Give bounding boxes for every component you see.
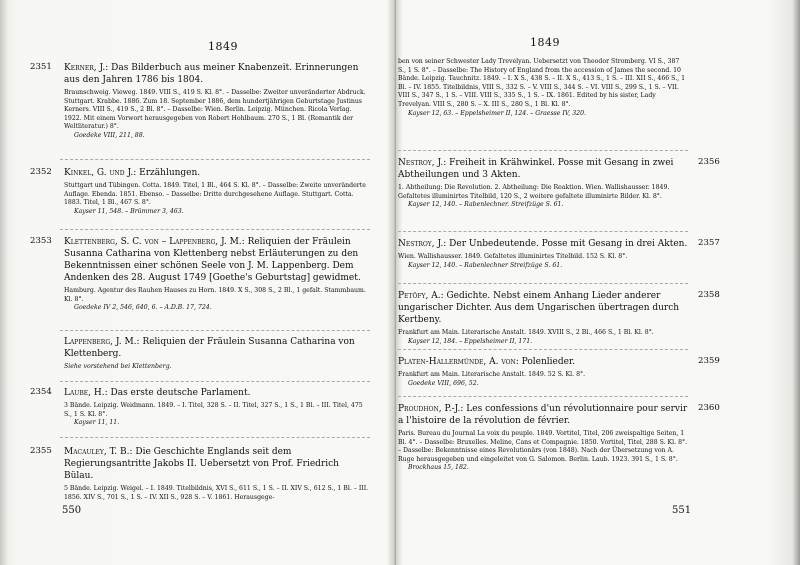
entry-heading [398,403,690,427]
entry-number: 2352 [30,167,52,177]
entry-publication: Wien. Wallishausser. 1849. Gefaltetes illuminirtes Titelbild. 152 S. Kl. 8°. [398,253,628,260]
entry-publication: Frankfurt am Main. Literarische Anstalt. 1849. 52 S. Kl. 8°. [398,371,586,378]
entry-divider [60,159,370,160]
entry-heading [64,236,370,284]
entry-author: Kerner, J.: [64,63,109,73]
entry-title: Reliquien der Fräulein Susanna Catharina von Klettenberg. [64,337,355,359]
entry-title: Das Bilderbuch aus meiner Knabenzeit. Erinnerungen aus den Jahren 1786 bis 1804. [64,63,359,85]
entry-author: Proudhon, P.-J.: [398,404,464,414]
entry-heading [64,387,370,399]
entry-title: Reliquien der Fräulein Susanna Catharina von Klettenberg nebst Erläuterungen zu den Bekenntnissen einer schönen Seele von J. M. Lappenberg. Dem Andenken des 28. August 1749 [Goethe's Geburtstag] gewidmet. [64,237,361,283]
entry-title: Polenlieder. [521,357,576,367]
entry-publication: Braunschweig. Vieweg. 1849. VIII S., 419 S. Kl. 8°. – Dasselbe: Zweiter unveränderter Abdruck. Stuttgart. Krabbe. 1886. Zum 18. September 1886, dem hundertjährigen Geburtstage Justinus Kerners. VIII S., 419 S., 2 Bl. 8°. – Dasselbe: Wien. Berlin. Leipzig. München. Ricola Verlag. 1922. Mit einem Vorwort herausgegeben von Robert Hohlbaum. 270 S., 1 Bl. (Romantik der Weltliteratur.) 8°. [64,89,366,131]
right-page-number: 551 [672,505,692,516]
bibliography-entry [30,236,370,313]
entry-reference: Siehe vorstehend bei Klettenberg. [64,363,172,370]
entry-publication: Frankfurt am Main. Literarische Anstalt. 1849. XVIII S., 2 Bl., 466 S., 1 Bl. Kl. 8°. [398,329,654,336]
entry-title: Die Geschichte Englands seit dem Regierungsantritte Jakobs II. Uebersetzt von Prof. Friedrich Bülau. [64,447,339,481]
entry-publication: Stuttgart und Tübingen. Cotta. 1849. Titel, 1 Bl., 464 S. Kl. 8°. – Dasselbe: Zweite unveränderte Auflage. Ebenda. 1851. Ebenso. – Dasselbe: Dritte durchgesehene Auflage. Stuttgart. Cotta. 1883. Titel, 1 Bl., 467 S. 8°. [64,182,366,207]
entry-number: 2355 [30,446,52,456]
entry-heading [398,290,690,326]
entry-publication: ben von seiner Schwester Lady Trevelyan. Uebersetzt von Theodor Stromberg. VI S., 387 S., 1 S. 8°. – Dasselbe: The History of England from the accession of James the second. 10 Bände. Leipzig. Tauchnitz. 1849. – I. X S., 438 S. – II. X S., 413 S., 1 S. – III. XII S., 466 S., 1 Bl. – IV. 1855. Titelbildnis, VIII S., 332 S. – V. VIII S., 344 S. – VI. VIII S., 299 S., 1 S. – VII. VIII S., 347 S., 1 S. – VIII. VIII S., 335 S., 1 S. – IX. 1861. Edited by his sister, Lady Trevelyan. VIII S., 280 S. – X. III S., 280 S., 1 Bl. Kl. 8°. [398,58,686,108]
left-page-year: 1849 [208,40,238,53]
entry-title: Das erste deutsche Parlament. [110,388,251,398]
entry-reference: Goedeke VIII, 211, 88. [74,131,145,139]
entry-author: Macauley, T. B.: [64,447,133,457]
entry-number: 2354 [30,387,52,397]
entry-reference: Goedeke VIII, 696, 52. [408,379,479,387]
entry-reference: Kayser 12, 63. – Eppelsheimer II, 124. – Graesse IV, 320. [408,109,586,117]
entry-author: Petöfy, A.: [398,291,444,301]
entry-publication: Hamburg. Agentur des Rauhen Hauses zu Horn. 1849. X S., 308 S., 2 Bl., 1 gefalt. Stammbaum. Kl. 8°. [64,287,366,303]
bibliography-entry [30,167,370,216]
entry-divider [398,231,688,232]
entry-divider [60,330,370,331]
entry-title: Der Unbedeutende. Posse mit Gesang in drei Akten. [449,239,688,249]
right-page-edge [792,0,800,565]
entry-author: Klettenberg, S. C. von – Lappenberg, J. M.: [64,237,245,247]
entry-reference: Goedeke IV 2, 546, 640, 6. – A.D.B. 17, 724. [74,304,212,312]
left-page-number: 550 [62,505,82,516]
entry-publication: 1. Abtheilung: Die Revolution. 2. Abtheilung: Die Reaktion. Wien. Wallishausser. 1849. Gefaltetes illuminirtes Titelbild, 120 S., 2 weitere gefaltete illuminirte Bilder. Kl. 8°. [398,184,670,200]
entry-title: Erzählungen. [139,168,201,178]
entry-heading [64,62,370,86]
entry-divider [398,150,688,151]
entry-number: 2358 [698,290,720,300]
entry-reference: Kayser 12, 184. – Eppelsheimer II, 171. [408,337,533,345]
entry-author: Platen-Hallermünde, A. von: [398,357,519,367]
entry-author: Laube, H.: [64,388,108,398]
entry-author: Nestroy, J.: [398,239,447,249]
entry-author: Kinkel, G. und J.: [64,168,137,178]
entry-publication: Paris. Bureau du Journal La voix du peuple. 1849. Vortitel, Titel, 206 zweispaltige Seiten, 1 Bl. 4°. – Dasselbe: Bruxelles. Meline, Cans et Compagnie. 1850. Vortitel, Titel, 288 S. Kl. 8°. – Dasselbe: Bekenntnisse eines Revolutionärs (von 1848). Nach der Übersetzung von A. Ruge herausgegeben und eingeleitet von G. Salomon. Berlin. Laub. 1923. 391 S., 1 S. 8°. [398,430,688,463]
bibliography-entry [398,238,743,270]
entry-number: 2359 [698,356,720,366]
entry-author: Lappenberg, J. M.: [64,337,140,347]
entry-title: Freiheit in Krähwinkel. Posse mit Gesang in zwei Abtheilungen und 3 Akten. [398,158,674,180]
entry-title: Les confessions d'un révolutionnaire pour servir a l'histoire de la révolution de février. [398,404,688,426]
right-page-year: 1849 [530,36,560,49]
entry-reference: Kayser 12, 140. – Rabenlechner. Streifzüge S. 61. [408,201,564,209]
left-page-edge [0,0,8,565]
entry-heading [64,167,370,179]
entry-heading [398,356,690,368]
entry-number: 2353 [30,236,52,246]
entry-reference: Kayser 11, 548. – Brümmer 3, 463. [74,207,184,215]
entry-heading [64,446,370,482]
entry-divider [60,229,370,230]
entry-divider [398,349,688,350]
entry-author: Nestroy, J.: [398,158,447,168]
bibliography-entry [30,62,370,141]
continued-entry [398,58,688,118]
bibliography-entry [398,290,743,346]
entry-divider [60,437,370,438]
entry-divider [398,396,688,397]
entry-publication: 3 Bände. Leipzig. Weidmann. 1849. – I. Titel, 328 S. – II. Titel, 327 S., 1 S., 1 Bl. – III. Titel, 475 S., 1 S. Kl. 8°. [64,402,363,418]
entry-number: 2360 [698,403,720,413]
entry-number: 2356 [698,157,720,167]
bibliography-entry [398,403,743,473]
entry-divider [398,283,688,284]
bibliography-entry [30,336,370,372]
entry-title: Gedichte. Nebst einem Anhang Lieder anderer ungarischer Dichter. Aus dem Ungarischen übertragen durch Kertbeny. [398,291,680,325]
entry-divider [60,381,370,382]
entry-publication: 5 Bände. Leipzig. Weigel. – I. 1849. Titelbildnis, XVI S., 611 S., 1 S. – II. XIV S., 612 S., 1 Bl. – III. 1856. XIV S., 701 S., 1 S. – IV. XII S., 928 S. – V. 1861. Herausgege- [64,485,369,501]
bibliography-entry [398,157,743,210]
entry-heading [398,238,690,250]
entry-reference: Kayser 11, 11. [74,419,120,427]
entry-number: 2351 [30,62,52,72]
entry-heading [64,336,370,360]
bibliography-entry [398,356,743,388]
entry-heading [398,157,690,181]
bibliography-entry [30,446,370,502]
bibliography-entry [30,387,370,428]
entry-reference: Brockhaus 15, 182. [408,464,469,472]
entry-reference: Kayser 12, 140. – Rabenlechner Streifzüge S. 61. [408,261,563,269]
entry-number: 2357 [698,238,720,248]
